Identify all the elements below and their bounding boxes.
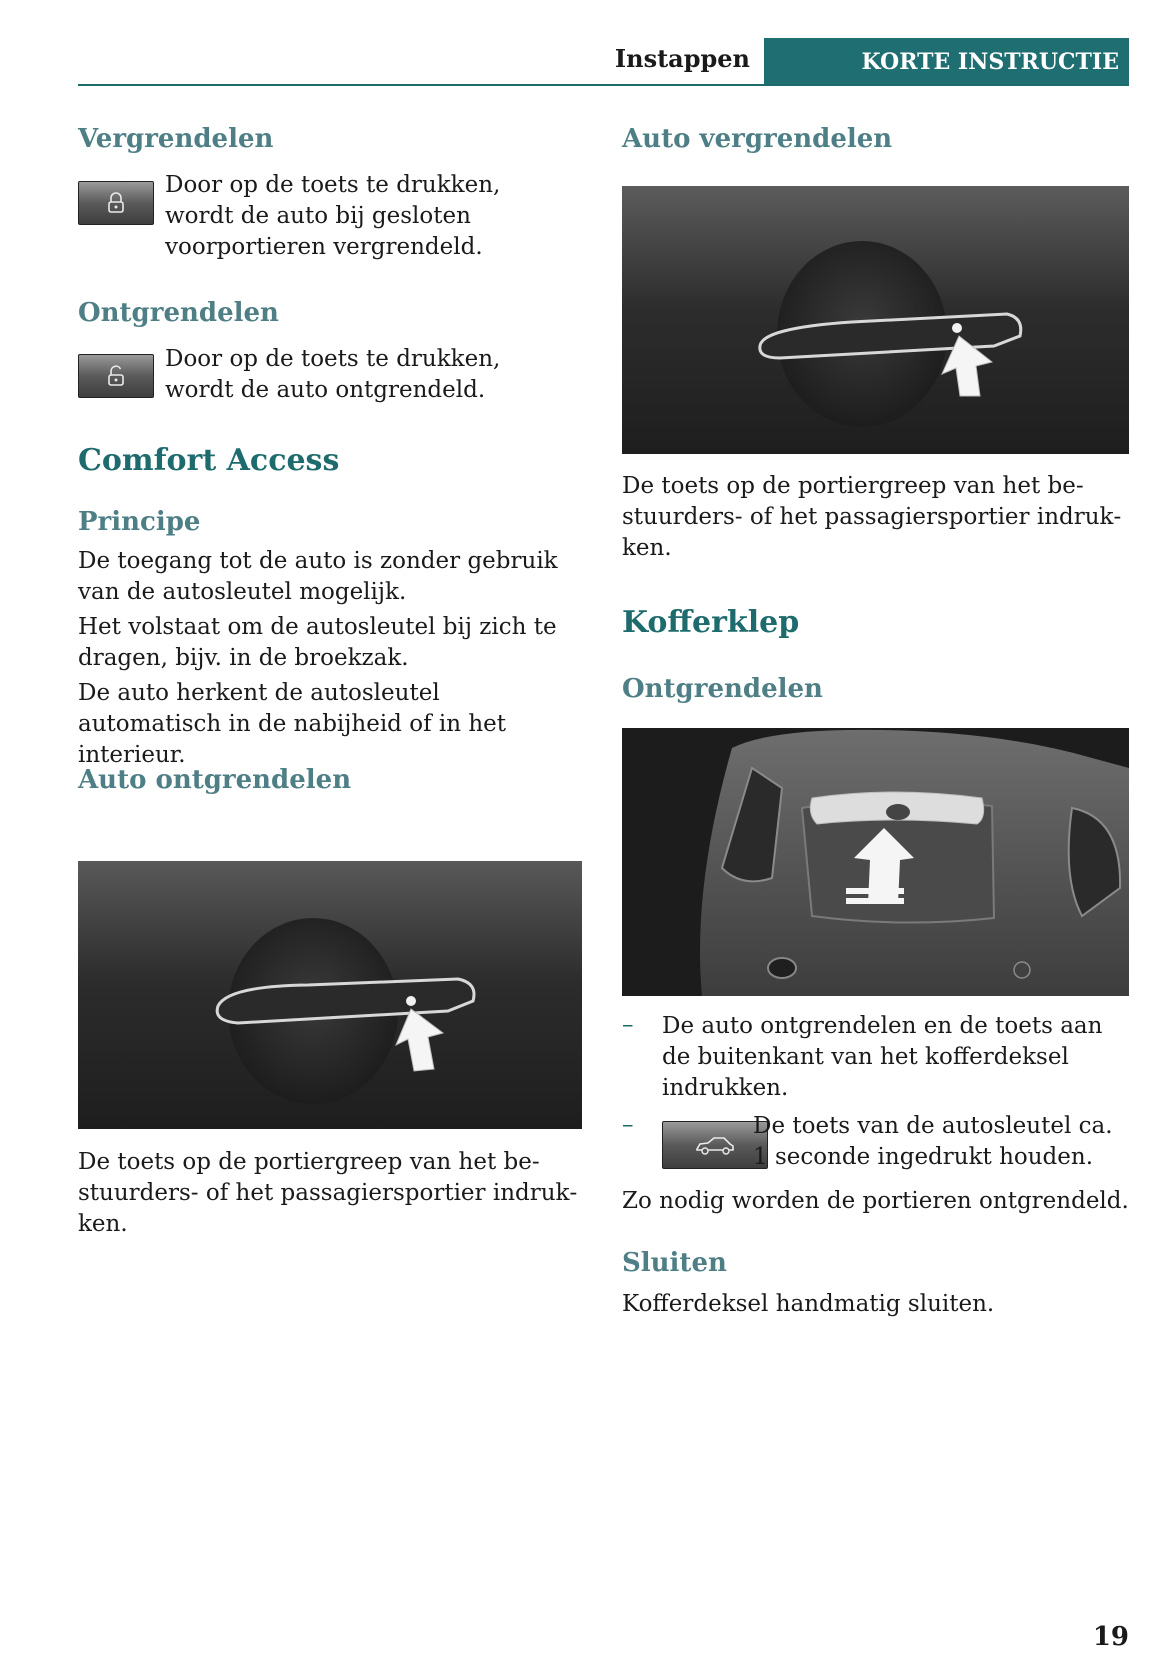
heading-vergrendelen: Vergrendelen bbox=[78, 124, 274, 154]
close-text: Kofferdeksel handmatig sluiten. bbox=[622, 1291, 995, 1317]
heading-sluiten: Sluiten bbox=[622, 1248, 727, 1278]
auto-unlock-caption: De toets op de portiergreep van het bestuurders- of het passagiersportier indrukken. bbox=[78, 1149, 578, 1237]
heading-auto-vergrendelen: Auto vergrendelen bbox=[622, 124, 893, 154]
trunk-unlock-photo bbox=[622, 728, 1129, 996]
unlock-icon bbox=[106, 365, 126, 387]
list-dash-1: – bbox=[622, 1012, 634, 1038]
heading-comfort-access: Comfort Access bbox=[78, 443, 340, 478]
header-divider bbox=[78, 84, 1129, 86]
trunk-step-2: De toets van de autosleutel ca. 1 seconde ingedrukt houden. bbox=[753, 1113, 1113, 1170]
heading-kofferklep: Kofferklep bbox=[622, 605, 800, 640]
trunk-note: Zo nodig worden de portieren ontgrendeld. bbox=[622, 1188, 1129, 1214]
unlock-text: Door op de toets te drukken, wordt de auto ontgrendeld. bbox=[165, 346, 501, 403]
page-number: 19 bbox=[1092, 1622, 1129, 1652]
list-dash-2: – bbox=[622, 1112, 634, 1138]
heading-trunk-ontgrendelen: Ontgrendelen bbox=[622, 674, 823, 704]
door-handle-unlock-photo bbox=[78, 861, 582, 1129]
header-chapter-tab bbox=[764, 38, 1129, 86]
principle-paragraph-2: Het volstaat om de autosleutel bij zich te dragen, bijv. in de broekzak. bbox=[78, 614, 557, 671]
heading-principe: Principe bbox=[78, 507, 201, 537]
unlock-key-button bbox=[78, 354, 154, 398]
door-handle-lock-photo bbox=[622, 186, 1129, 454]
lock-key-button bbox=[78, 181, 154, 225]
principle-paragraph-3: De auto herkent de autosleutel automatisch in de nabijheid of in het interieur. bbox=[78, 680, 507, 768]
lock-icon bbox=[106, 192, 126, 214]
header-chapter-label: KORTE INSTRUCTIE bbox=[861, 49, 1119, 75]
car-icon bbox=[694, 1133, 736, 1157]
principle-paragraph-1: De toegang tot de auto is zonder gebruik van de autosleutel mogelijk. bbox=[78, 548, 558, 605]
auto-lock-caption: De toets op de portiergreep van het bestuurders- of het passagiersportier indrukken. bbox=[622, 473, 1122, 561]
header-section-title: Instappen bbox=[614, 44, 750, 73]
heading-auto-ontgrendelen: Auto ontgrendelen bbox=[78, 765, 352, 795]
lock-text: Door op de toets te drukken, wordt de auto bij gesloten voorportieren vergrendeld. bbox=[165, 172, 501, 260]
trunk-step-1: De auto ontgrendelen en de toets aan de buitenkant van het kofferdeksel indrukken. bbox=[662, 1013, 1103, 1101]
heading-ontgrendelen: Ontgrendelen bbox=[78, 298, 279, 328]
